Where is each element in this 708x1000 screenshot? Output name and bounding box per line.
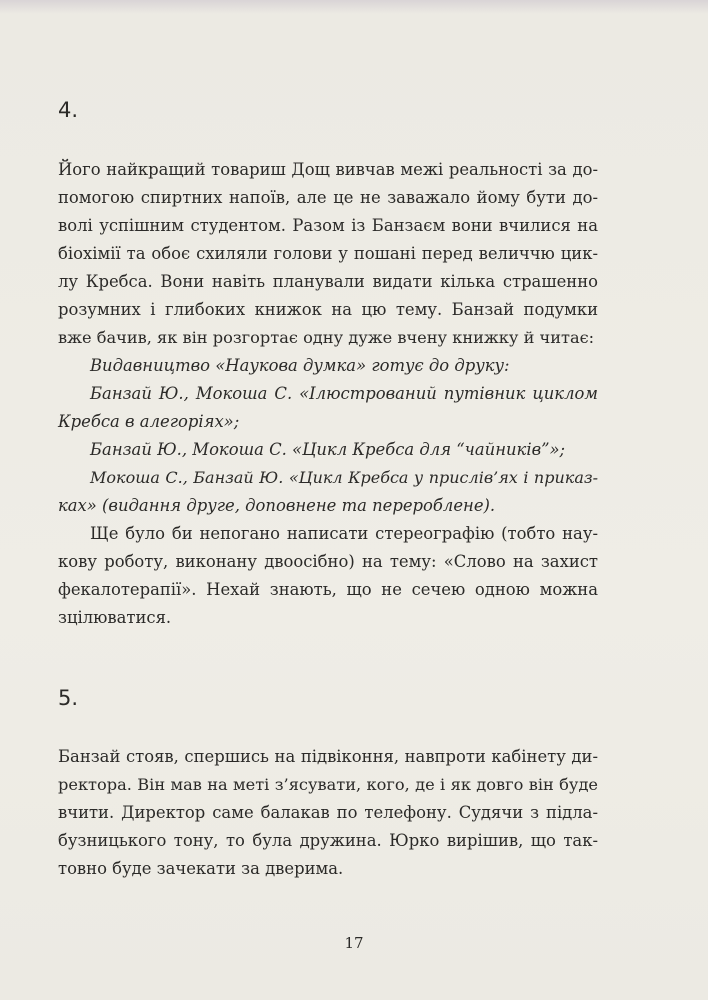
- paragraph-line: фекалотерапії». Нехай знають, що не сечею одною можна: [58, 580, 598, 599]
- italic-line: ках» (видання друге, доповнене та перероблене).: [58, 496, 496, 515]
- paragraph-line: Ще було би непогано написати стереографію (тобто нау-: [90, 524, 598, 543]
- paragraph-line: біохімії та обоє схиляли голови у пошані перед величчю цик-: [58, 244, 598, 263]
- section-4-heading: 4.: [58, 98, 79, 122]
- paragraph-line: лу Кребса. Вони навіть планували видати кілька страшенно: [58, 272, 598, 291]
- paragraph-line: Його найкращий товариш Дощ вивчав межі реальності за до-: [58, 160, 598, 179]
- italic-line: Банзай Ю., Мокоша С. «Цикл Кребса для “чайників”»;: [90, 440, 566, 459]
- paragraph-line: волі успішним студентом. Разом із Банзаєм вони вчилися на: [58, 216, 598, 235]
- page-number: 17: [344, 934, 364, 952]
- paragraph-line: вже бачив, як він розгортає одну дуже вчену книжку й читає:: [58, 328, 595, 347]
- paragraph-line: Банзай стояв, спершись на підвіконня, навпроти кабінету ди-: [58, 747, 598, 766]
- paragraph-line: розумних і глибоких книжок на цю тему. Банзай подумки: [58, 300, 598, 319]
- italic-line: Мокоша С., Банзай Ю. «Цикл Кребса у прислів’ях і приказ-: [90, 468, 598, 487]
- paragraph-line: помогою спиртних напоїв, але це не заважало йому бути до-: [58, 188, 598, 207]
- paragraph-line: бузницького тону, то була дружина. Юрко вирішив, що так-: [58, 831, 598, 850]
- paragraph-line: товно буде зачекати за дверима.: [58, 859, 344, 878]
- paragraph-line: ректора. Він мав на меті з’ясувати, кого, де і як довго він буде: [58, 775, 598, 794]
- italic-line: Кребса в алегоріях»;: [58, 412, 240, 431]
- paragraph-line: зцілюватися.: [58, 608, 172, 627]
- paragraph-line: вчити. Директор саме балакав по телефону. Судячи з підла-: [58, 803, 598, 822]
- section-5-heading: 5.: [58, 686, 79, 710]
- italic-line: Банзай Ю., Мокоша С. «Ілюстрований путівник циклом: [90, 384, 598, 403]
- italic-line: Видавництво «Наукова думка» готує до друку:: [90, 356, 510, 375]
- paragraph-line: кову роботу, виконану двоосібно) на тему: «Слово на захист: [58, 552, 598, 571]
